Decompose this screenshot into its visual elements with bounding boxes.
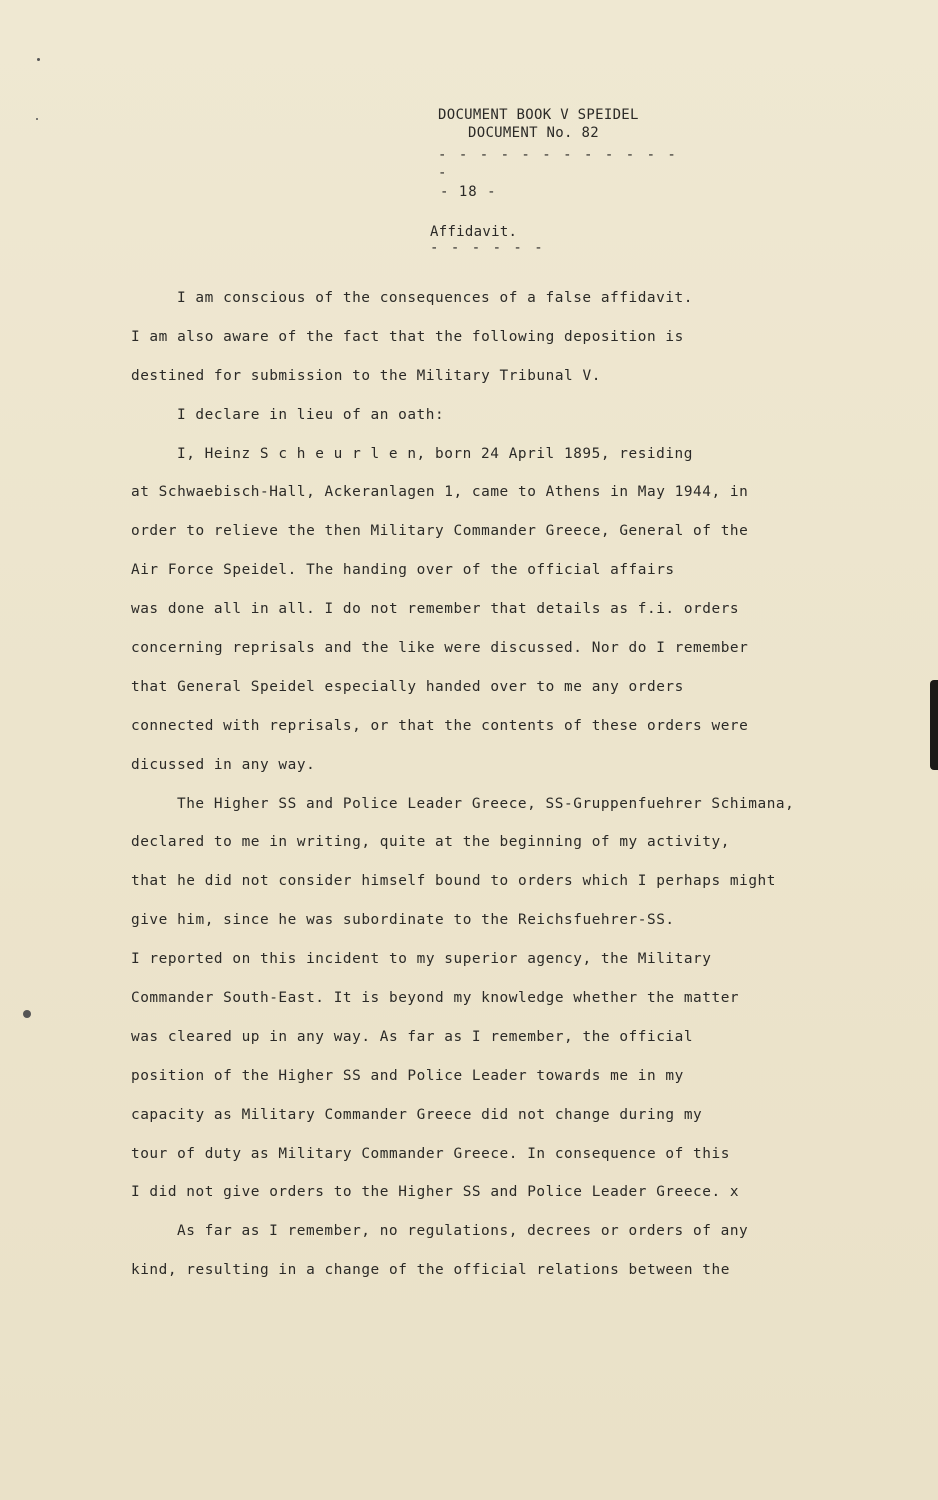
text-line: As far as I remember, no regulations, decrees or orders of any [177,1223,749,1240]
text-line: position of the Higher SS and Police Leader towards me in my [131,1067,684,1084]
text-line: I am also aware of the fact that the following deposition is [131,328,684,345]
ink-speck [23,1010,31,1018]
document-number: DOCUMENT No. 82 [468,125,599,141]
text-line: I am conscious of the consequences of a false affidavit. [177,290,693,306]
text-line: give him, since he was subordinate to the Reichsfuehrer-SS. [131,912,675,929]
title-rule: - - - - - - [430,240,545,256]
text-line: I did not give orders to the Higher SS and Police Leader Greece. x [131,1184,740,1201]
ink-speck [37,58,40,61]
text-line: Commander South-East. It is beyond my knowledge whether the matter [131,990,740,1007]
text-line: that he did not consider himself bound to orders which I perhaps might [131,873,776,890]
text-line: I declare in lieu of an oath: [177,406,445,423]
text-line: connected with reprisals, or that the contents of these orders were [131,717,749,734]
text-line: declared to me in writing, quite at the beginning of my activity, [131,834,730,851]
page-number: - 18 - [440,184,497,200]
text-line: The Higher SS and Police Leader Greece, SS-Gruppenfuehrer Schimana, [177,795,795,812]
text-line: I, Heinz S c h e u r l e n, born 24 April 1895, residing [177,445,693,462]
header-rule: - - - - - - - - - - - - - [438,147,678,181]
page-title: Affidavit. [430,224,518,240]
affidavit-body [131,279,831,1290]
page-edge-shadow [930,680,938,770]
text-line: order to relieve the then Military Commander Greece, General of the [131,523,749,540]
text-line: that General Speidel especially handed over to me any orders [131,678,684,695]
text-line: Air Force Speidel. The handing over of the official affairs [131,562,675,579]
text-line: at Schwaebisch-Hall, Ackeranlagen 1, came to Athens in May 1944, in [131,484,749,501]
document-header [438,106,698,182]
text-line: tour of duty as Military Commander Greece. In consequence of this [131,1145,730,1162]
text-line: destined for submission to the Military Tribunal V. [131,367,601,384]
text-line: concerning reprisals and the like were discussed. Nor do I remember [131,640,749,657]
text-line: was done all in all. I do not remember that details as f.i. orders [131,601,740,618]
text-line: dicussed in any way. [131,756,316,773]
document-book-label: DOCUMENT BOOK V SPEIDEL [438,107,639,123]
ink-speck [36,118,38,120]
text-line: capacity as Military Commander Greece did not change during my [131,1106,703,1123]
text-line: I reported on this incident to my superior agency, the Military [131,951,712,968]
text-line: was cleared up in any way. As far as I remember, the official [131,1028,694,1045]
text-line: kind, resulting in a change of the official relations between the [131,1262,730,1279]
